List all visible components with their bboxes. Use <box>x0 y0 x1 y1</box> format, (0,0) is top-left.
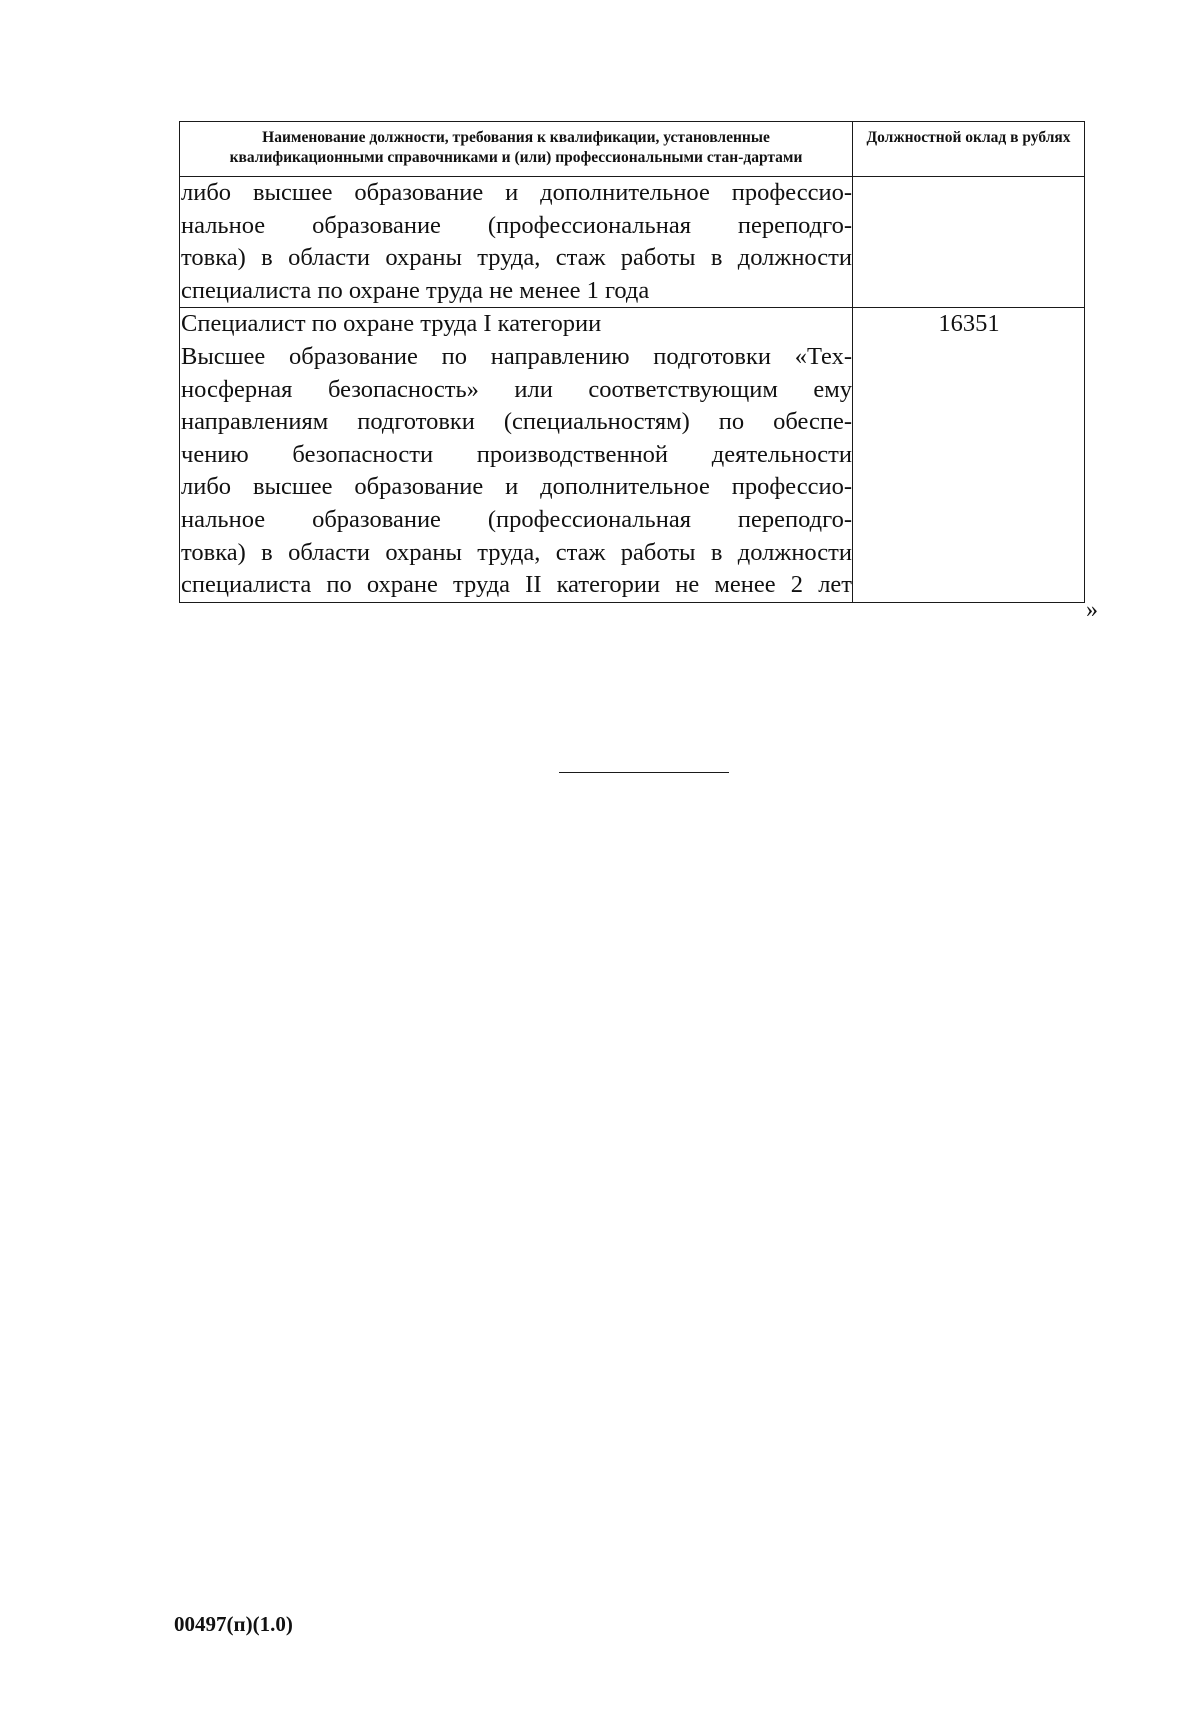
end-divider-line <box>559 772 729 773</box>
text-line: носферная безопасность» или соответствующим ему <box>181 375 852 403</box>
text-line: товка) в области охраны труда, стаж работы в должности <box>181 538 852 566</box>
table-row <box>180 177 1085 308</box>
salary-cell <box>853 177 1085 308</box>
requirements-cell <box>180 177 853 308</box>
header-salary: Должностной оклад в рублях <box>853 122 1085 177</box>
text-line: чению безопасности производственной деятельности <box>181 440 852 468</box>
table-row <box>180 308 1085 602</box>
salary-cell: 16351 <box>853 308 1085 602</box>
text-line: либо высшее образование и дополнительное профессио- <box>181 473 852 501</box>
text-line: специалиста по охране труда II категории не менее 2 лет <box>181 571 852 599</box>
document-code: 00497(п)(1.0) <box>174 1612 293 1636</box>
requirements-cell <box>180 308 853 602</box>
text-line: направлениям подготовки (специальностям) по обеспе- <box>181 408 852 436</box>
closing-quote: » <box>1086 597 1098 623</box>
text-line: товка) в области охраны труда, стаж работы в должности <box>181 244 852 272</box>
salary-table <box>179 121 1085 603</box>
position-title: Специалист по охране труда I категории <box>181 310 602 338</box>
table-header-row <box>180 122 1085 177</box>
text-line: либо высшее образование и дополнительное профессио- <box>181 179 852 206</box>
text-line: специалиста по охране труда не менее 1 года <box>181 276 650 304</box>
text-line: нальное образование (профессиональная переподго- <box>181 505 852 533</box>
text-line: Высшее образование по направлению подготовки «Тех- <box>181 342 852 370</box>
header-position-requirements: Наименование должности, требования к квалификации, установленные квалификационными справочниками и (или) профессиональными стан-дартами <box>180 122 853 177</box>
text-line: нальное образование (профессиональная переподго- <box>181 211 852 239</box>
